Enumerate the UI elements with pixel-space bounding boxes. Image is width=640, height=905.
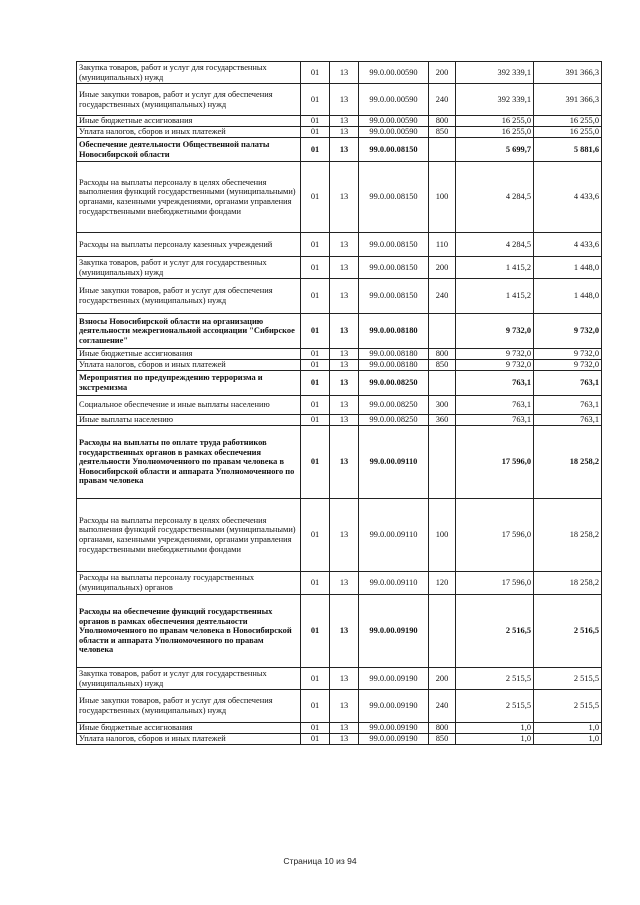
cell-target-article: 99.0.00.00590 [359,116,429,127]
cell-amount-year-1: 392 339,1 [456,84,534,116]
cell-target-article: 99.0.00.08150 [359,233,429,257]
cell-subsection: 13 [330,734,359,745]
cell-amount-year-2: 9 732,0 [534,349,602,360]
page-footer: Страница 10 из 94 [283,856,357,866]
cell-amount-year-1: 16 255,0 [456,116,534,127]
cell-target-article: 99.0.00.00590 [359,62,429,84]
cell-amount-year-2: 9 732,0 [534,360,602,371]
cell-expense-type [429,426,456,499]
table-row [77,572,602,595]
cell-expense-type: 360 [429,415,456,426]
cell-expense-type [429,138,456,162]
cell-target-article: 99.0.00.08150 [359,279,429,314]
cell-target-article: 99.0.00.08150 [359,162,429,233]
cell-amount-year-2: 18 258,2 [534,499,602,572]
cell-name: Расходы на выплаты персоналу в целях обеспечения выполнения функций государственными (муниципальными) органами, казенными учреждениями, органами управления государственными внебюджетными фондами [77,162,301,233]
cell-amount-year-2: 9 732,0 [534,314,602,349]
cell-target-article: 99.0.00.09190 [359,595,429,668]
cell-expense-type: 100 [429,499,456,572]
cell-section: 01 [301,723,330,734]
cell-amount-year-1: 1,0 [456,723,534,734]
cell-name: Расходы на выплаты по оплате труда работников государственных органов в рамках обеспечения деятельности Уполномоченного по правам человека в Новосибирской области и аппарата Уполномоченного по правам человека [77,426,301,499]
cell-amount-year-2: 1,0 [534,723,602,734]
cell-amount-year-2: 4 433,6 [534,162,602,233]
cell-expense-type: 120 [429,572,456,595]
cell-section: 01 [301,162,330,233]
cell-amount-year-1: 17 596,0 [456,499,534,572]
cell-amount-year-1: 763,1 [456,371,534,396]
cell-name: Иные бюджетные ассигнования [77,723,301,734]
cell-amount-year-2: 391 366,3 [534,84,602,116]
cell-subsection: 13 [330,257,359,279]
table-row [77,734,602,745]
cell-amount-year-1: 763,1 [456,396,534,415]
cell-target-article: 99.0.00.08250 [359,371,429,396]
table-row [77,499,602,572]
cell-subsection: 13 [330,415,359,426]
table-row [77,84,602,116]
cell-section: 01 [301,116,330,127]
cell-target-article: 99.0.00.09190 [359,734,429,745]
cell-amount-year-2: 763,1 [534,371,602,396]
cell-subsection: 13 [330,723,359,734]
cell-section: 01 [301,690,330,723]
cell-name: Расходы на обеспечение функций государственных органов в рамках обеспечения деятельности Уполномоченного по правам человека в Новосибирской области и аппарата Уполномоченного по правам человека [77,595,301,668]
cell-name: Уплата налогов, сборов и иных платежей [77,734,301,745]
cell-name: Иные закупки товаров, работ и услуг для обеспечения государственных (муниципальных) нужд [77,690,301,723]
cell-section: 01 [301,396,330,415]
cell-expense-type: 800 [429,723,456,734]
cell-subsection: 13 [330,396,359,415]
cell-expense-type: 850 [429,127,456,138]
cell-section: 01 [301,257,330,279]
table-row [77,116,602,127]
cell-target-article: 99.0.00.08150 [359,257,429,279]
cell-target-article: 99.0.00.08180 [359,360,429,371]
cell-amount-year-1: 17 596,0 [456,572,534,595]
cell-name: Взносы Новосибирской области на организацию деятельности межрегиональной ассоциации "Сибирское соглашение" [77,314,301,349]
cell-expense-type: 850 [429,360,456,371]
cell-amount-year-2: 1 448,0 [534,257,602,279]
cell-section: 01 [301,62,330,84]
cell-expense-type: 200 [429,668,456,690]
table-row [77,349,602,360]
cell-subsection: 13 [330,499,359,572]
cell-amount-year-1: 4 284,5 [456,233,534,257]
cell-target-article: 99.0.00.09190 [359,723,429,734]
cell-expense-type: 850 [429,734,456,745]
cell-target-article: 99.0.00.08180 [359,314,429,349]
table-row [77,396,602,415]
cell-section: 01 [301,371,330,396]
budget-table [76,61,602,745]
cell-name: Иные выплаты населению [77,415,301,426]
cell-target-article: 99.0.00.09110 [359,572,429,595]
cell-expense-type: 300 [429,396,456,415]
cell-name: Закупка товаров, работ и услуг для государственных (муниципальных) нужд [77,257,301,279]
cell-section: 01 [301,595,330,668]
cell-subsection: 13 [330,127,359,138]
cell-target-article: 99.0.00.00590 [359,84,429,116]
table-row [77,426,602,499]
cell-section: 01 [301,415,330,426]
cell-name: Уплата налогов, сборов и иных платежей [77,127,301,138]
budget-table-body [77,62,602,745]
cell-target-article: 99.0.00.08150 [359,138,429,162]
cell-section: 01 [301,84,330,116]
table-row [77,690,602,723]
table-row [77,138,602,162]
cell-amount-year-1: 4 284,5 [456,162,534,233]
cell-name: Иные закупки товаров, работ и услуг для обеспечения государственных (муниципальных) нужд [77,279,301,314]
cell-amount-year-2: 5 881,6 [534,138,602,162]
cell-amount-year-1: 1 415,2 [456,257,534,279]
cell-amount-year-1: 9 732,0 [456,314,534,349]
cell-expense-type: 240 [429,84,456,116]
cell-subsection: 13 [330,84,359,116]
cell-section: 01 [301,734,330,745]
cell-expense-type: 800 [429,349,456,360]
cell-amount-year-2: 2 515,5 [534,668,602,690]
cell-amount-year-1: 1,0 [456,734,534,745]
cell-amount-year-2: 1 448,0 [534,279,602,314]
cell-section: 01 [301,127,330,138]
cell-section: 01 [301,279,330,314]
table-row [77,233,602,257]
table-row [77,723,602,734]
cell-section: 01 [301,233,330,257]
cell-amount-year-1: 17 596,0 [456,426,534,499]
cell-amount-year-2: 16 255,0 [534,127,602,138]
cell-target-article: 99.0.00.08250 [359,396,429,415]
cell-expense-type: 110 [429,233,456,257]
cell-name: Иные бюджетные ассигнования [77,116,301,127]
cell-amount-year-2: 763,1 [534,415,602,426]
cell-expense-type [429,371,456,396]
cell-subsection: 13 [330,62,359,84]
table-row [77,371,602,396]
cell-section: 01 [301,360,330,371]
cell-expense-type [429,314,456,349]
cell-target-article: 99.0.00.09110 [359,426,429,499]
cell-name: Расходы на выплаты персоналу в целях обеспечения выполнения функций государственными (муниципальными) органами, казенными учреждениями, органами управления государственными внебюджетными фондами [77,499,301,572]
cell-target-article: 99.0.00.09190 [359,690,429,723]
cell-amount-year-1: 9 732,0 [456,349,534,360]
table-row [77,127,602,138]
cell-amount-year-1: 9 732,0 [456,360,534,371]
cell-target-article: 99.0.00.09110 [359,499,429,572]
cell-subsection: 13 [330,162,359,233]
cell-expense-type: 100 [429,162,456,233]
cell-target-article: 99.0.00.09190 [359,668,429,690]
cell-expense-type: 240 [429,279,456,314]
cell-amount-year-2: 18 258,2 [534,426,602,499]
cell-subsection: 13 [330,371,359,396]
cell-amount-year-1: 763,1 [456,415,534,426]
cell-expense-type: 240 [429,690,456,723]
cell-subsection: 13 [330,690,359,723]
cell-name: Расходы на выплаты персоналу государственных (муниципальных) органов [77,572,301,595]
cell-section: 01 [301,572,330,595]
cell-amount-year-2: 18 258,2 [534,572,602,595]
cell-name: Обеспечение деятельности Общественной палаты Новосибирской области [77,138,301,162]
cell-subsection: 13 [330,233,359,257]
cell-section: 01 [301,314,330,349]
cell-amount-year-2: 16 255,0 [534,116,602,127]
cell-name: Иные закупки товаров, работ и услуг для обеспечения государственных (муниципальных) нужд [77,84,301,116]
cell-expense-type: 200 [429,257,456,279]
table-row [77,668,602,690]
cell-section: 01 [301,349,330,360]
cell-amount-year-1: 2 515,5 [456,690,534,723]
cell-subsection: 13 [330,314,359,349]
cell-section: 01 [301,668,330,690]
table-row [77,595,602,668]
cell-amount-year-2: 763,1 [534,396,602,415]
cell-name: Социальное обеспечение и иные выплаты населению [77,396,301,415]
cell-amount-year-2: 2 515,5 [534,690,602,723]
cell-target-article: 99.0.00.08250 [359,415,429,426]
cell-amount-year-1: 5 699,7 [456,138,534,162]
cell-section: 01 [301,499,330,572]
cell-subsection: 13 [330,138,359,162]
cell-amount-year-1: 1 415,2 [456,279,534,314]
table-row [77,360,602,371]
cell-amount-year-1: 392 339,1 [456,62,534,84]
table-row [77,257,602,279]
cell-section: 01 [301,138,330,162]
cell-subsection: 13 [330,426,359,499]
cell-subsection: 13 [330,279,359,314]
cell-subsection: 13 [330,360,359,371]
cell-expense-type [429,595,456,668]
cell-name: Мероприятия по предупреждению терроризма и экстремизма [77,371,301,396]
cell-subsection: 13 [330,668,359,690]
cell-expense-type: 200 [429,62,456,84]
cell-subsection: 13 [330,116,359,127]
cell-amount-year-1: 2 515,5 [456,668,534,690]
cell-amount-year-1: 16 255,0 [456,127,534,138]
cell-name: Закупка товаров, работ и услуг для государственных (муниципальных) нужд [77,668,301,690]
cell-amount-year-2: 391 366,3 [534,62,602,84]
cell-amount-year-2: 2 516,5 [534,595,602,668]
cell-name: Уплата налогов, сборов и иных платежей [77,360,301,371]
cell-section: 01 [301,426,330,499]
cell-name: Расходы на выплаты персоналу казенных учреждений [77,233,301,257]
table-row [77,415,602,426]
cell-amount-year-2: 1,0 [534,734,602,745]
table-row [77,314,602,349]
cell-subsection: 13 [330,572,359,595]
table-row [77,279,602,314]
cell-name: Иные бюджетные ассигнования [77,349,301,360]
cell-amount-year-2: 4 433,6 [534,233,602,257]
cell-target-article: 99.0.00.08180 [359,349,429,360]
table-row [77,62,602,84]
table-row [77,162,602,233]
cell-subsection: 13 [330,595,359,668]
cell-name: Закупка товаров, работ и услуг для государственных (муниципальных) нужд [77,62,301,84]
cell-target-article: 99.0.00.00590 [359,127,429,138]
cell-amount-year-1: 2 516,5 [456,595,534,668]
cell-expense-type: 800 [429,116,456,127]
cell-subsection: 13 [330,349,359,360]
